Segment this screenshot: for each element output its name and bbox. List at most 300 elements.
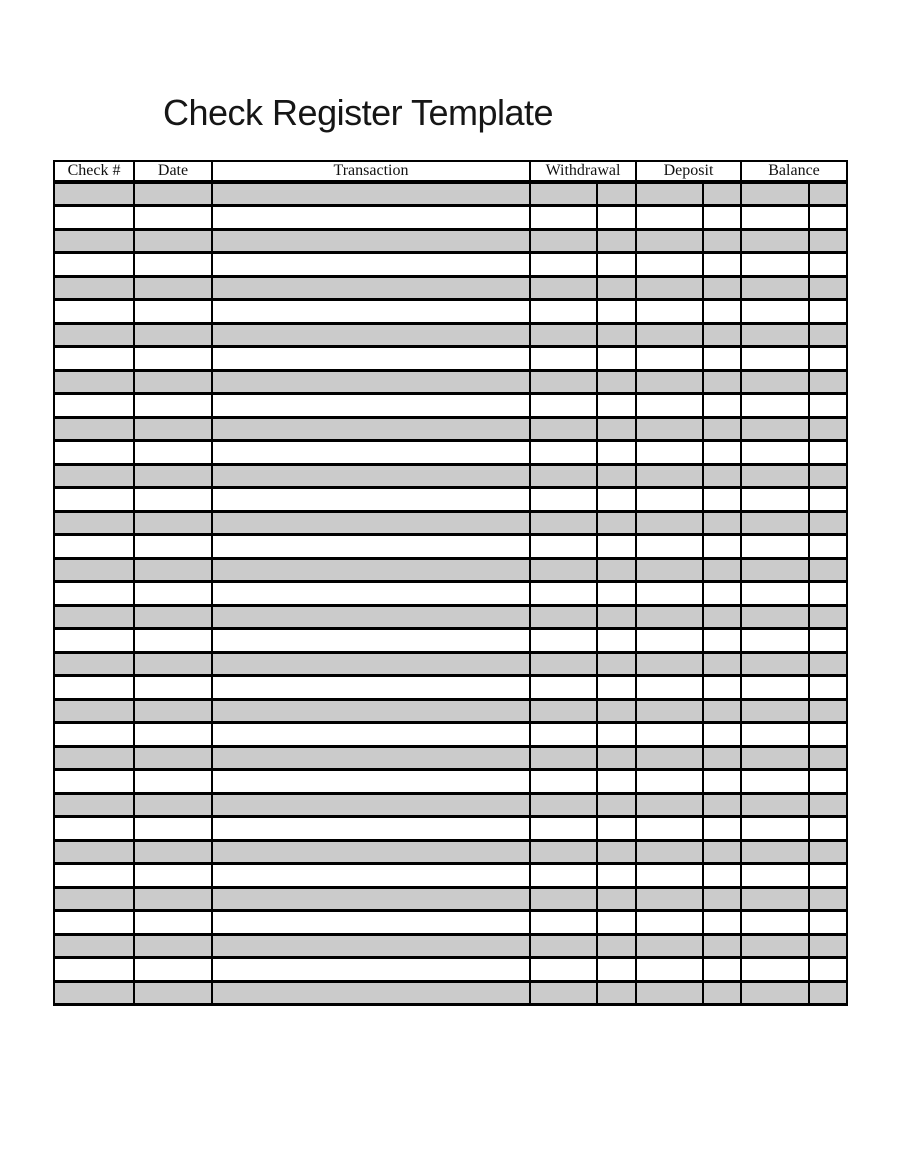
empty-cell — [741, 464, 809, 488]
table-row — [54, 911, 847, 935]
empty-cell — [636, 488, 703, 512]
empty-cell — [809, 746, 847, 770]
empty-cell — [530, 300, 597, 324]
empty-cell — [530, 276, 597, 300]
table-row — [54, 746, 847, 770]
empty-cell — [134, 723, 212, 747]
table-row — [54, 417, 847, 441]
empty-cell — [54, 887, 134, 911]
empty-cell — [530, 746, 597, 770]
empty-cell — [636, 629, 703, 653]
empty-cell — [54, 605, 134, 629]
empty-cell — [597, 229, 636, 253]
empty-cell — [703, 793, 741, 817]
empty-cell — [134, 229, 212, 253]
table-row — [54, 652, 847, 676]
empty-cell — [134, 488, 212, 512]
empty-cell — [134, 981, 212, 1005]
empty-cell — [703, 911, 741, 935]
empty-cell — [530, 370, 597, 394]
empty-cell — [703, 323, 741, 347]
empty-cell — [597, 323, 636, 347]
empty-cell — [212, 464, 530, 488]
empty-cell — [530, 323, 597, 347]
empty-cell — [636, 323, 703, 347]
empty-cell — [809, 652, 847, 676]
empty-cell — [134, 182, 212, 206]
empty-cell — [54, 488, 134, 512]
empty-cell — [530, 464, 597, 488]
empty-cell — [212, 323, 530, 347]
empty-cell — [741, 582, 809, 606]
empty-cell — [212, 347, 530, 371]
empty-cell — [809, 300, 847, 324]
empty-cell — [809, 770, 847, 794]
empty-cell — [54, 511, 134, 535]
empty-cell — [134, 887, 212, 911]
table-row — [54, 347, 847, 371]
empty-cell — [636, 770, 703, 794]
empty-cell — [597, 464, 636, 488]
empty-cell — [212, 911, 530, 935]
empty-cell — [54, 229, 134, 253]
empty-cell — [212, 934, 530, 958]
empty-cell — [54, 535, 134, 559]
empty-cell — [636, 746, 703, 770]
table-row — [54, 488, 847, 512]
empty-cell — [809, 793, 847, 817]
table-row — [54, 276, 847, 300]
empty-cell — [212, 770, 530, 794]
empty-cell — [636, 864, 703, 888]
empty-cell — [809, 911, 847, 935]
empty-cell — [54, 347, 134, 371]
empty-cell — [530, 934, 597, 958]
empty-cell — [703, 253, 741, 277]
empty-cell — [530, 488, 597, 512]
empty-cell — [530, 981, 597, 1005]
table-row — [54, 793, 847, 817]
table-row — [54, 864, 847, 888]
table-row — [54, 464, 847, 488]
empty-cell — [741, 417, 809, 441]
empty-cell — [809, 370, 847, 394]
column-header-date: Date — [134, 161, 212, 182]
empty-cell — [597, 276, 636, 300]
empty-cell — [134, 958, 212, 982]
empty-cell — [741, 394, 809, 418]
empty-cell — [703, 535, 741, 559]
empty-cell — [703, 511, 741, 535]
empty-cell — [212, 535, 530, 559]
empty-cell — [134, 276, 212, 300]
empty-cell — [809, 699, 847, 723]
empty-cell — [54, 182, 134, 206]
empty-cell — [636, 934, 703, 958]
empty-cell — [809, 441, 847, 465]
table-row — [54, 370, 847, 394]
empty-cell — [597, 582, 636, 606]
empty-cell — [134, 441, 212, 465]
empty-cell — [703, 582, 741, 606]
empty-cell — [134, 793, 212, 817]
empty-cell — [703, 652, 741, 676]
empty-cell — [703, 464, 741, 488]
table-row — [54, 981, 847, 1005]
empty-cell — [54, 770, 134, 794]
empty-cell — [636, 206, 703, 230]
empty-cell — [530, 558, 597, 582]
empty-cell — [54, 629, 134, 653]
empty-cell — [212, 441, 530, 465]
table-row — [54, 511, 847, 535]
empty-cell — [134, 206, 212, 230]
empty-cell — [54, 934, 134, 958]
empty-cell — [530, 206, 597, 230]
empty-cell — [741, 300, 809, 324]
table-row — [54, 887, 847, 911]
empty-cell — [54, 652, 134, 676]
empty-cell — [597, 488, 636, 512]
empty-cell — [134, 911, 212, 935]
empty-cell — [597, 629, 636, 653]
empty-cell — [212, 394, 530, 418]
empty-cell — [530, 511, 597, 535]
empty-cell — [597, 558, 636, 582]
empty-cell — [54, 323, 134, 347]
empty-cell — [530, 864, 597, 888]
empty-cell — [54, 746, 134, 770]
empty-cell — [741, 934, 809, 958]
empty-cell — [809, 276, 847, 300]
empty-cell — [212, 840, 530, 864]
table-row — [54, 817, 847, 841]
empty-cell — [703, 887, 741, 911]
empty-cell — [54, 793, 134, 817]
empty-cell — [636, 958, 703, 982]
empty-cell — [134, 464, 212, 488]
empty-cell — [54, 817, 134, 841]
empty-cell — [636, 981, 703, 1005]
empty-cell — [597, 652, 636, 676]
empty-cell — [212, 229, 530, 253]
empty-cell — [212, 605, 530, 629]
empty-cell — [741, 887, 809, 911]
empty-cell — [809, 864, 847, 888]
empty-cell — [809, 958, 847, 982]
empty-cell — [741, 535, 809, 559]
empty-cell — [597, 934, 636, 958]
empty-cell — [54, 394, 134, 418]
empty-cell — [54, 864, 134, 888]
empty-cell — [212, 206, 530, 230]
empty-cell — [741, 347, 809, 371]
empty-cell — [636, 370, 703, 394]
empty-cell — [741, 840, 809, 864]
table-row — [54, 206, 847, 230]
empty-cell — [703, 699, 741, 723]
empty-cell — [741, 511, 809, 535]
empty-cell — [530, 652, 597, 676]
check-register-table — [53, 160, 848, 1006]
empty-cell — [636, 582, 703, 606]
empty-cell — [212, 417, 530, 441]
empty-cell — [741, 605, 809, 629]
table-row — [54, 582, 847, 606]
empty-cell — [597, 958, 636, 982]
empty-cell — [703, 958, 741, 982]
empty-cell — [741, 793, 809, 817]
empty-cell — [54, 981, 134, 1005]
empty-cell — [597, 253, 636, 277]
empty-cell — [703, 441, 741, 465]
empty-cell — [636, 911, 703, 935]
empty-cell — [134, 934, 212, 958]
empty-cell — [741, 699, 809, 723]
column-header-transaction: Transaction — [212, 161, 530, 182]
empty-cell — [703, 746, 741, 770]
empty-cell — [636, 464, 703, 488]
empty-cell — [809, 629, 847, 653]
empty-cell — [212, 958, 530, 982]
empty-cell — [809, 558, 847, 582]
empty-cell — [636, 276, 703, 300]
empty-cell — [134, 817, 212, 841]
empty-cell — [597, 911, 636, 935]
empty-cell — [597, 793, 636, 817]
empty-cell — [703, 840, 741, 864]
empty-cell — [530, 911, 597, 935]
empty-cell — [597, 723, 636, 747]
empty-cell — [741, 323, 809, 347]
empty-cell — [597, 347, 636, 371]
column-header-withdrawal: Withdrawal — [530, 161, 636, 182]
empty-cell — [597, 699, 636, 723]
empty-cell — [741, 229, 809, 253]
empty-cell — [809, 417, 847, 441]
empty-cell — [703, 229, 741, 253]
empty-cell — [809, 981, 847, 1005]
empty-cell — [703, 347, 741, 371]
empty-cell — [741, 723, 809, 747]
empty-cell — [54, 417, 134, 441]
empty-cell — [703, 276, 741, 300]
empty-cell — [809, 182, 847, 206]
empty-cell — [703, 558, 741, 582]
empty-cell — [809, 887, 847, 911]
empty-cell — [54, 300, 134, 324]
empty-cell — [212, 511, 530, 535]
empty-cell — [54, 206, 134, 230]
table-row — [54, 770, 847, 794]
empty-cell — [530, 699, 597, 723]
table-row — [54, 840, 847, 864]
table-row — [54, 699, 847, 723]
empty-cell — [530, 723, 597, 747]
empty-cell — [530, 770, 597, 794]
empty-cell — [597, 182, 636, 206]
empty-cell — [597, 864, 636, 888]
empty-cell — [134, 582, 212, 606]
empty-cell — [134, 770, 212, 794]
empty-cell — [809, 676, 847, 700]
empty-cell — [530, 840, 597, 864]
empty-cell — [530, 817, 597, 841]
empty-cell — [597, 840, 636, 864]
empty-cell — [703, 394, 741, 418]
empty-cell — [54, 582, 134, 606]
empty-cell — [134, 511, 212, 535]
empty-cell — [134, 746, 212, 770]
empty-cell — [597, 770, 636, 794]
table-row — [54, 229, 847, 253]
empty-cell — [54, 723, 134, 747]
empty-cell — [636, 699, 703, 723]
empty-cell — [636, 605, 703, 629]
empty-cell — [530, 793, 597, 817]
empty-cell — [636, 723, 703, 747]
empty-cell — [703, 934, 741, 958]
empty-cell — [134, 300, 212, 324]
empty-cell — [703, 605, 741, 629]
empty-cell — [212, 253, 530, 277]
empty-cell — [530, 887, 597, 911]
empty-cell — [741, 770, 809, 794]
empty-cell — [809, 934, 847, 958]
empty-cell — [212, 558, 530, 582]
empty-cell — [530, 582, 597, 606]
empty-cell — [741, 488, 809, 512]
empty-cell — [134, 323, 212, 347]
empty-cell — [809, 582, 847, 606]
empty-cell — [530, 676, 597, 700]
empty-cell — [530, 605, 597, 629]
empty-cell — [636, 441, 703, 465]
empty-cell — [134, 417, 212, 441]
empty-cell — [703, 723, 741, 747]
empty-cell — [54, 370, 134, 394]
empty-cell — [212, 699, 530, 723]
empty-cell — [212, 300, 530, 324]
empty-cell — [530, 629, 597, 653]
empty-cell — [530, 958, 597, 982]
column-header-check-number: Check # — [54, 161, 134, 182]
empty-cell — [809, 229, 847, 253]
empty-cell — [530, 441, 597, 465]
empty-cell — [134, 629, 212, 653]
empty-cell — [530, 347, 597, 371]
empty-cell — [809, 347, 847, 371]
empty-cell — [212, 887, 530, 911]
page-title: Check Register Template — [163, 92, 554, 133]
empty-cell — [741, 817, 809, 841]
empty-cell — [597, 300, 636, 324]
empty-cell — [703, 629, 741, 653]
empty-cell — [134, 394, 212, 418]
empty-cell — [134, 370, 212, 394]
empty-cell — [636, 182, 703, 206]
empty-cell — [703, 864, 741, 888]
empty-cell — [597, 535, 636, 559]
empty-cell — [741, 864, 809, 888]
empty-cell — [741, 182, 809, 206]
empty-cell — [636, 840, 703, 864]
empty-cell — [134, 699, 212, 723]
table-header — [54, 161, 847, 182]
column-header-balance: Balance — [741, 161, 847, 182]
empty-cell — [597, 417, 636, 441]
empty-cell — [212, 370, 530, 394]
table-row — [54, 323, 847, 347]
empty-cell — [741, 253, 809, 277]
table-row — [54, 558, 847, 582]
empty-cell — [134, 253, 212, 277]
empty-cell — [597, 746, 636, 770]
empty-cell — [597, 605, 636, 629]
empty-cell — [703, 417, 741, 441]
empty-cell — [212, 488, 530, 512]
empty-cell — [54, 441, 134, 465]
table-row — [54, 676, 847, 700]
table-row — [54, 958, 847, 982]
empty-cell — [636, 817, 703, 841]
empty-cell — [741, 958, 809, 982]
empty-cell — [809, 464, 847, 488]
empty-cell — [703, 770, 741, 794]
empty-cell — [212, 182, 530, 206]
table-row — [54, 300, 847, 324]
empty-cell — [741, 206, 809, 230]
empty-cell — [809, 394, 847, 418]
empty-cell — [597, 394, 636, 418]
empty-cell — [597, 511, 636, 535]
empty-cell — [741, 558, 809, 582]
empty-cell — [212, 746, 530, 770]
empty-cell — [54, 676, 134, 700]
empty-cell — [212, 652, 530, 676]
empty-cell — [212, 817, 530, 841]
table-row — [54, 934, 847, 958]
column-header-deposit: Deposit — [636, 161, 741, 182]
empty-cell — [809, 488, 847, 512]
empty-cell — [530, 394, 597, 418]
header-row — [54, 161, 847, 182]
empty-cell — [54, 253, 134, 277]
empty-cell — [636, 417, 703, 441]
empty-cell — [703, 676, 741, 700]
empty-cell — [809, 605, 847, 629]
empty-cell — [636, 887, 703, 911]
empty-cell — [212, 582, 530, 606]
empty-cell — [597, 676, 636, 700]
empty-cell — [212, 676, 530, 700]
table-row — [54, 182, 847, 206]
empty-cell — [54, 840, 134, 864]
empty-cell — [809, 840, 847, 864]
empty-cell — [703, 300, 741, 324]
table-row — [54, 605, 847, 629]
table-body — [54, 182, 847, 1005]
empty-cell — [703, 370, 741, 394]
empty-cell — [530, 417, 597, 441]
empty-cell — [212, 864, 530, 888]
empty-cell — [636, 347, 703, 371]
empty-cell — [636, 652, 703, 676]
empty-cell — [212, 981, 530, 1005]
empty-cell — [703, 182, 741, 206]
empty-cell — [636, 558, 703, 582]
empty-cell — [741, 746, 809, 770]
